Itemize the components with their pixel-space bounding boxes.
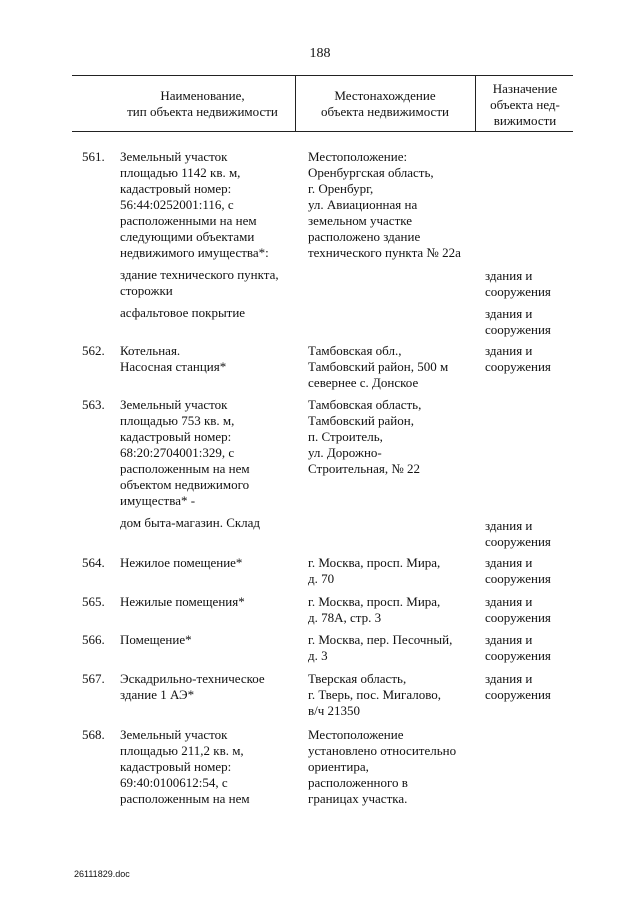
property-name: Земельный участок площадью 1142 кв. м, кадастровый номер: 56:44:0252001:116, с расположенными на нем следующими объектами недвижимого имущества*: bbox=[120, 149, 269, 260]
property-location: Тверская область, г. Тверь, пос. Мигалово, в/ч 21350 bbox=[308, 671, 441, 718]
row-number: 564. bbox=[82, 555, 105, 570]
page-number: 188 bbox=[309, 46, 331, 61]
header-divider-2 bbox=[475, 75, 476, 131]
row-number: 565. bbox=[82, 594, 105, 609]
property-name: дом быта-магазин. Склад bbox=[120, 515, 261, 530]
property-name: Помещение* bbox=[120, 632, 192, 647]
property-name: Нежилые помещения* bbox=[120, 594, 245, 609]
table-header-rule bbox=[72, 131, 573, 132]
property-location: Тамбовская обл., Тамбовский район, 500 м севернее с. Донское bbox=[308, 343, 449, 390]
row-number: 566. bbox=[82, 632, 105, 647]
property-name: Нежилое помещение* bbox=[120, 555, 243, 570]
property-location: г. Москва, пер. Песочный, д. 3 bbox=[308, 632, 453, 663]
property-purpose: здания и сооружения bbox=[485, 306, 551, 337]
row-number: 567. bbox=[82, 671, 105, 686]
document-filename: 26111829.doc bbox=[74, 869, 130, 879]
row-number: 561. bbox=[82, 149, 105, 164]
property-location: Тамбовская область, Тамбовский район, п. Строитель, ул. Дорожно- Строительная, № 22 bbox=[308, 397, 422, 476]
property-purpose: здания и сооружения bbox=[485, 518, 551, 549]
header-name-column: Наименование, тип объекта недвижимости bbox=[127, 88, 278, 119]
property-name: Эскадрильно-техническое здание 1 АЭ* bbox=[120, 671, 265, 702]
property-name: Земельный участок площадью 753 кв. м, кадастровый номер: 68:20:2704001:329, с расположенным на нем объектом недвижимого имущества* - bbox=[120, 397, 250, 508]
property-name: Котельная. Насосная станция* bbox=[120, 343, 227, 374]
property-location: Местоположение: Оренбургская область, г. Оренбург, ул. Авиационная на земельном участке расположено здание технического пункта № 22а bbox=[308, 149, 461, 260]
property-purpose: здания и сооружения bbox=[485, 632, 551, 663]
row-number: 563. bbox=[82, 397, 105, 412]
table-top-rule bbox=[72, 75, 573, 76]
property-name: асфальтовое покрытие bbox=[120, 305, 246, 320]
row-number: 562. bbox=[82, 343, 105, 358]
property-location: Местоположение установлено относительно ориентира, расположенного в границах участка. bbox=[308, 727, 457, 806]
property-purpose: здания и сооружения bbox=[485, 555, 551, 586]
property-purpose: здания и сооружения bbox=[485, 343, 551, 374]
header-purpose-column: Назначение объекта нед- вижимости bbox=[490, 81, 560, 128]
property-location: г. Москва, просп. Мира, д. 78А, стр. 3 bbox=[308, 594, 441, 625]
header-location-column: Местонахождение объекта недвижимости bbox=[321, 88, 449, 119]
property-purpose: здания и сооружения bbox=[485, 268, 551, 299]
property-name: здание технического пункта, сторожки bbox=[120, 267, 279, 298]
property-name: Земельный участок площадью 211,2 кв. м, кадастровый номер: 69:40:0100612:54, с расположенным на нем bbox=[120, 727, 250, 806]
row-number: 568. bbox=[82, 727, 105, 742]
property-purpose: здания и сооружения bbox=[485, 671, 551, 702]
property-location: г. Москва, просп. Мира, д. 70 bbox=[308, 555, 441, 586]
property-purpose: здания и сооружения bbox=[485, 594, 551, 625]
